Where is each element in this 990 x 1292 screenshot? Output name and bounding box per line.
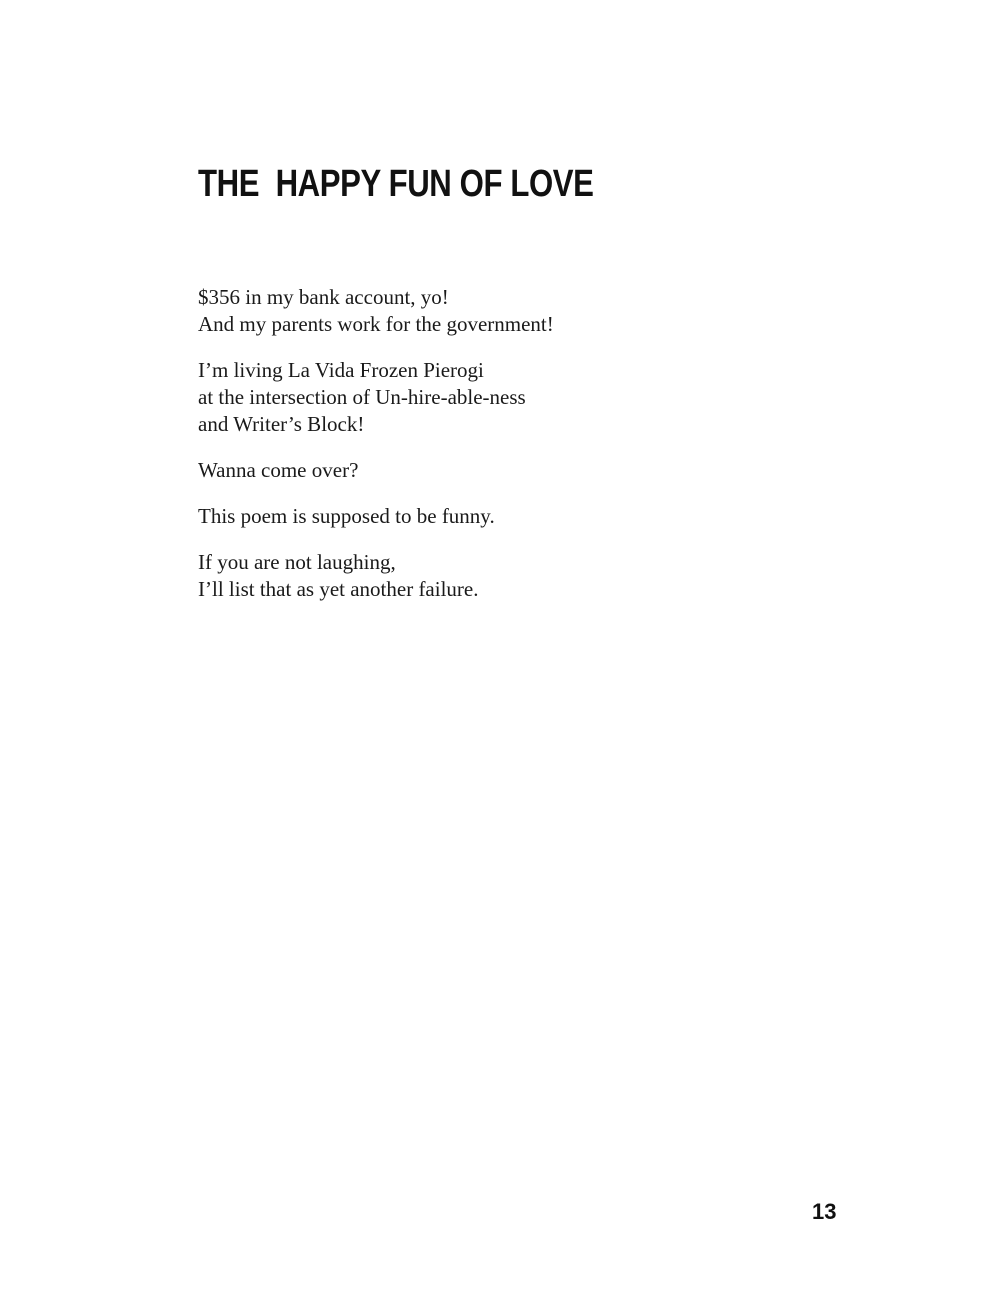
stanza-2	[198, 357, 798, 438]
poem-line: and Writer’s Block!	[198, 412, 365, 436]
poem-line: This poem is supposed to be funny.	[198, 504, 495, 528]
page-number: 13	[812, 1199, 837, 1224]
poem-line: $356 in my bank account, yo!	[198, 285, 449, 309]
poem-line: at the intersection of Un-hire-able-ness	[198, 385, 526, 409]
poem-body	[198, 284, 798, 622]
stanza-5	[198, 549, 798, 603]
poem-line: If you are not laughing,	[198, 550, 396, 574]
stanza-3	[198, 457, 798, 484]
poem-line: And my parents work for the government!	[198, 312, 554, 336]
poem-line: I’ll list that as yet another failure.	[198, 577, 479, 601]
poem-line: Wanna come over?	[198, 458, 359, 482]
stanza-4	[198, 503, 798, 530]
poem-line: I’m living La Vida Frozen Pierogi	[198, 358, 484, 382]
stanza-1	[198, 284, 798, 338]
poem-title: THE HAPPY FUN OF LOVE	[198, 163, 594, 205]
